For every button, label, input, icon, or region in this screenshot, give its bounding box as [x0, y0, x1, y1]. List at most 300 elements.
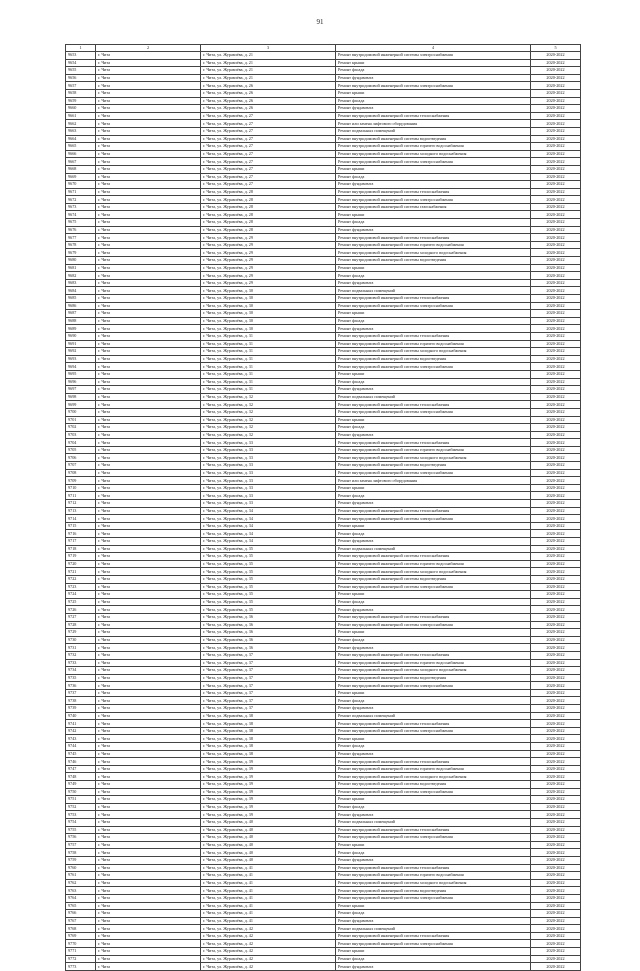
- municipality-cell: г. Чита: [96, 462, 201, 470]
- row-number-cell: 9711: [66, 492, 96, 500]
- table-row: [66, 530, 581, 538]
- municipality-cell: г. Чита: [96, 492, 201, 500]
- municipality-cell: г. Чита: [96, 727, 201, 735]
- work-type-cell: Ремонт внутридомовой инженерной системы электроснабжения: [336, 158, 531, 166]
- period-cell: 2020-2022: [531, 910, 581, 918]
- municipality-cell: г. Чита: [96, 606, 201, 614]
- row-number-cell: 9682: [66, 272, 96, 280]
- work-type-cell: Ремонт крыши: [336, 629, 531, 637]
- row-number-cell: 9719: [66, 553, 96, 561]
- municipality-cell: г. Чита: [96, 651, 201, 659]
- row-number-cell: 9660: [66, 105, 96, 113]
- work-type-cell: Ремонт внутридомовой инженерной системы газоснабжения: [336, 203, 531, 211]
- work-type-cell: Ремонт фасада: [336, 697, 531, 705]
- work-type-cell: Ремонт фундамента: [336, 279, 531, 287]
- period-cell: 2020-2022: [531, 872, 581, 880]
- work-type-cell: Ремонт фасада: [336, 955, 531, 963]
- address-cell: г. Чита, ул. Журавлёва, д. 27: [201, 173, 336, 181]
- municipality-cell: г. Чита: [96, 105, 201, 113]
- municipality-cell: г. Чита: [96, 788, 201, 796]
- period-cell: 2020-2022: [531, 651, 581, 659]
- period-cell: 2020-2022: [531, 515, 581, 523]
- municipality-cell: г. Чита: [96, 545, 201, 553]
- municipality-cell: г. Чита: [96, 272, 201, 280]
- work-type-cell: Ремонт крыши: [336, 310, 531, 318]
- address-cell: г. Чита, ул. Журавлёва, д. 31: [201, 355, 336, 363]
- period-cell: 2020-2022: [531, 477, 581, 485]
- work-type-cell: Ремонт внутридомовой инженерной системы электроснабжения: [336, 52, 531, 60]
- row-number-cell: 9751: [66, 796, 96, 804]
- municipality-cell: г. Чита: [96, 439, 201, 447]
- work-type-cell: Ремонт фундамента: [336, 500, 531, 508]
- table-row: [66, 781, 581, 789]
- period-cell: 2020-2022: [531, 378, 581, 386]
- address-cell: г. Чита, ул. Журавлёва, д. 41: [201, 917, 336, 925]
- work-type-cell: Ремонт фундамента: [336, 963, 531, 971]
- period-cell: 2020-2022: [531, 241, 581, 249]
- work-type-cell: Ремонт фундамента: [336, 644, 531, 652]
- table-row: [66, 712, 581, 720]
- municipality-cell: г. Чита: [96, 219, 201, 227]
- row-number-cell: 9738: [66, 697, 96, 705]
- work-type-cell: Ремонт внутридомовой инженерной системы теплоснабжения: [336, 864, 531, 872]
- address-cell: г. Чита, ул. Журавлёва, д. 37: [201, 651, 336, 659]
- municipality-cell: г. Чита: [96, 948, 201, 956]
- row-number-cell: 9674: [66, 211, 96, 219]
- period-cell: 2020-2022: [531, 188, 581, 196]
- table-row: [66, 135, 581, 143]
- work-type-cell: Ремонт внутридомовой инженерной системы холодного водоснабжения: [336, 773, 531, 781]
- row-number-cell: 9731: [66, 644, 96, 652]
- work-type-cell: Ремонт крыши: [336, 165, 531, 173]
- table-row: [66, 515, 581, 523]
- work-type-cell: Ремонт внутридомовой инженерной системы холодного водоснабжения: [336, 348, 531, 356]
- municipality-cell: г. Чита: [96, 743, 201, 751]
- address-cell: г. Чита, ул. Журавлёва, д. 35: [201, 560, 336, 568]
- address-cell: г. Чита, ул. Журавлёва, д. 32: [201, 431, 336, 439]
- row-number-cell: 9725: [66, 598, 96, 606]
- municipality-cell: г. Чита: [96, 127, 201, 135]
- work-type-cell: Ремонт внутридомовой инженерной системы горячего водоснабжения: [336, 241, 531, 249]
- work-type-cell: Ремонт фундамента: [336, 917, 531, 925]
- row-number-cell: 9661: [66, 112, 96, 120]
- table-row: [66, 287, 581, 295]
- period-cell: 2020-2022: [531, 667, 581, 675]
- work-type-cell: Ремонт крыши: [336, 370, 531, 378]
- row-number-cell: 9653: [66, 52, 96, 60]
- address-cell: г. Чита, ул. Журавлёва, д. 33: [201, 477, 336, 485]
- table-row: [66, 727, 581, 735]
- municipality-cell: г. Чита: [96, 910, 201, 918]
- work-type-cell: Ремонт фундамента: [336, 705, 531, 713]
- row-number-cell: 9671: [66, 188, 96, 196]
- work-type-cell: Ремонт внутридомовой инженерной системы холодного водоснабжения: [336, 667, 531, 675]
- row-number-cell: 9686: [66, 302, 96, 310]
- address-cell: г. Чита, ул. Журавлёва, д. 41: [201, 894, 336, 902]
- address-cell: г. Чита, ул. Журавлёва, д. 35: [201, 545, 336, 553]
- address-cell: г. Чита, ул. Журавлёва, д. 35: [201, 568, 336, 576]
- address-cell: г. Чита, ул. Журавлёва, д. 32: [201, 401, 336, 409]
- row-number-cell: 9712: [66, 500, 96, 508]
- period-cell: 2020-2022: [531, 234, 581, 242]
- address-cell: г. Чита, ул. Журавлёва, д. 33: [201, 500, 336, 508]
- table-row: [66, 272, 581, 280]
- work-type-cell: Ремонт крыши: [336, 264, 531, 272]
- municipality-cell: г. Чита: [96, 750, 201, 758]
- address-cell: г. Чита, ул. Журавлёва, д. 31: [201, 348, 336, 356]
- table-row: [66, 188, 581, 196]
- municipality-cell: г. Чита: [96, 849, 201, 857]
- address-cell: г. Чита, ул. Журавлёва, д. 35: [201, 606, 336, 614]
- period-cell: 2020-2022: [531, 89, 581, 97]
- row-number-cell: 9664: [66, 135, 96, 143]
- address-cell: г. Чита, ул. Журавлёва, д. 38: [201, 712, 336, 720]
- work-type-cell: Ремонт внутридомовой инженерной системы холодного водоснабжения: [336, 454, 531, 462]
- work-type-cell: Ремонт крыши: [336, 591, 531, 599]
- work-type-cell: Ремонт внутридомовой инженерной системы водоотведения: [336, 575, 531, 583]
- table-row: [66, 264, 581, 272]
- row-number-cell: 9754: [66, 818, 96, 826]
- period-cell: 2020-2022: [531, 143, 581, 151]
- table-row: [66, 773, 581, 781]
- row-number-cell: 9772: [66, 955, 96, 963]
- work-type-cell: Ремонт подвальных помещений: [336, 545, 531, 553]
- work-type-cell: Ремонт внутридомовой инженерной системы теплоснабжения: [336, 651, 531, 659]
- row-number-cell: 9699: [66, 401, 96, 409]
- table-row: [66, 462, 581, 470]
- table-row: [66, 758, 581, 766]
- municipality-cell: г. Чита: [96, 765, 201, 773]
- address-cell: г. Чита, ул. Журавлёва, д. 42: [201, 940, 336, 948]
- table-row: [66, 803, 581, 811]
- table-row: [66, 386, 581, 394]
- period-cell: 2020-2022: [531, 598, 581, 606]
- work-type-cell: Ремонт фасада: [336, 743, 531, 751]
- period-cell: 2020-2022: [531, 462, 581, 470]
- table-row: [66, 363, 581, 371]
- address-cell: г. Чита, ул. Журавлёва, д. 26: [201, 97, 336, 105]
- table-row: [66, 887, 581, 895]
- period-cell: 2020-2022: [531, 864, 581, 872]
- table-row: [66, 568, 581, 576]
- address-cell: г. Чита, ул. Журавлёва, д. 41: [201, 887, 336, 895]
- header-cell: 1: [66, 45, 96, 52]
- municipality-cell: г. Чита: [96, 378, 201, 386]
- municipality-cell: г. Чита: [96, 613, 201, 621]
- table-row: [66, 302, 581, 310]
- row-number-cell: 9746: [66, 758, 96, 766]
- row-number-cell: 9717: [66, 538, 96, 546]
- address-cell: г. Чита, ул. Журавлёва, д. 32: [201, 408, 336, 416]
- address-cell: г. Чита, ул. Журавлёва, д. 31: [201, 340, 336, 348]
- work-type-cell: Ремонт фасада: [336, 803, 531, 811]
- table-row: [66, 765, 581, 773]
- address-cell: г. Чита, ул. Журавлёва, д. 27: [201, 127, 336, 135]
- work-type-cell: Ремонт внутридомовой инженерной системы холодного водоснабжения: [336, 568, 531, 576]
- row-number-cell: 9761: [66, 872, 96, 880]
- row-number-cell: 9693: [66, 355, 96, 363]
- table-row: [66, 196, 581, 204]
- table-row: [66, 279, 581, 287]
- period-cell: 2020-2022: [531, 340, 581, 348]
- address-cell: г. Чита, ул. Журавлёва, д. 36: [201, 636, 336, 644]
- address-cell: г. Чита, ул. Журавлёва, д. 33: [201, 469, 336, 477]
- period-cell: 2020-2022: [531, 925, 581, 933]
- row-number-cell: 9672: [66, 196, 96, 204]
- table-row: [66, 52, 581, 60]
- row-number-cell: 9729: [66, 629, 96, 637]
- municipality-cell: г. Чита: [96, 872, 201, 880]
- table-row: [66, 856, 581, 864]
- work-type-cell: Ремонт фундамента: [336, 105, 531, 113]
- row-number-cell: 9763: [66, 887, 96, 895]
- period-cell: 2020-2022: [531, 272, 581, 280]
- address-cell: г. Чита, ул. Журавлёва, д. 35: [201, 598, 336, 606]
- work-type-cell: Ремонт внутридомовой инженерной системы теплоснабжения: [336, 295, 531, 303]
- address-cell: г. Чита, ул. Журавлёва, д. 34: [201, 515, 336, 523]
- period-cell: 2020-2022: [531, 583, 581, 591]
- row-number-cell: 9742: [66, 727, 96, 735]
- period-cell: 2020-2022: [531, 697, 581, 705]
- row-number-cell: 9722: [66, 575, 96, 583]
- municipality-cell: г. Чита: [96, 59, 201, 67]
- address-cell: г. Чита, ул. Журавлёва, д. 30: [201, 287, 336, 295]
- row-number-cell: 9654: [66, 59, 96, 67]
- work-type-cell: Ремонт фундамента: [336, 74, 531, 82]
- address-cell: г. Чита, ул. Журавлёва, д. 40: [201, 849, 336, 857]
- work-type-cell: Ремонт внутридомовой инженерной системы горячего водоснабжения: [336, 560, 531, 568]
- table-row: [66, 439, 581, 447]
- work-type-cell: Ремонт внутридомовой инженерной системы горячего водоснабжения: [336, 340, 531, 348]
- period-cell: 2020-2022: [531, 416, 581, 424]
- municipality-cell: г. Чита: [96, 507, 201, 515]
- address-cell: г. Чита, ул. Журавлёва, д. 31: [201, 332, 336, 340]
- row-number-cell: 9668: [66, 165, 96, 173]
- address-cell: г. Чита, ул. Журавлёва, д. 30: [201, 317, 336, 325]
- work-type-cell: Ремонт фасада: [336, 849, 531, 857]
- work-type-cell: Ремонт внутридомовой инженерной системы электроснабжения: [336, 469, 531, 477]
- address-cell: г. Чита, ул. Журавлёва, д. 33: [201, 462, 336, 470]
- period-cell: 2020-2022: [531, 781, 581, 789]
- row-number-cell: 9726: [66, 606, 96, 614]
- table-row: [66, 203, 581, 211]
- row-number-cell: 9734: [66, 667, 96, 675]
- table-row: [66, 158, 581, 166]
- address-cell: г. Чита, ул. Журавлёва, д. 34: [201, 507, 336, 515]
- table-row: [66, 234, 581, 242]
- work-type-cell: Ремонт подвальных помещений: [336, 925, 531, 933]
- address-cell: г. Чита, ул. Журавлёва, д. 42: [201, 955, 336, 963]
- address-cell: г. Чита, ул. Журавлёва, д. 27: [201, 165, 336, 173]
- period-cell: 2020-2022: [531, 203, 581, 211]
- municipality-cell: г. Чита: [96, 469, 201, 477]
- table-row: [66, 378, 581, 386]
- table-row: [66, 370, 581, 378]
- municipality-cell: г. Чита: [96, 500, 201, 508]
- period-cell: 2020-2022: [531, 264, 581, 272]
- municipality-cell: г. Чита: [96, 264, 201, 272]
- address-cell: г. Чита, ул. Журавлёва, д. 37: [201, 659, 336, 667]
- table-row: [66, 165, 581, 173]
- work-type-cell: Ремонт внутридомовой инженерной системы теплоснабжения: [336, 613, 531, 621]
- work-type-cell: Ремонт внутридомовой инженерной системы электроснабжения: [336, 727, 531, 735]
- address-cell: г. Чита, ул. Журавлёва, д. 31: [201, 370, 336, 378]
- period-cell: 2020-2022: [531, 310, 581, 318]
- table-row: [66, 74, 581, 82]
- work-type-cell: Ремонт крыши: [336, 59, 531, 67]
- municipality-cell: г. Чита: [96, 712, 201, 720]
- work-type-cell: Ремонт или замена лифтового оборудования: [336, 477, 531, 485]
- period-cell: 2020-2022: [531, 591, 581, 599]
- table-row: [66, 583, 581, 591]
- work-type-cell: Ремонт внутридомовой инженерной системы электроснабжения: [336, 302, 531, 310]
- table-row: [66, 348, 581, 356]
- municipality-cell: г. Чита: [96, 598, 201, 606]
- work-type-cell: Ремонт внутридомовой инженерной системы теплоснабжения: [336, 758, 531, 766]
- municipality-cell: г. Чита: [96, 97, 201, 105]
- table-row: [66, 545, 581, 553]
- row-number-cell: 9691: [66, 340, 96, 348]
- table-row: [66, 659, 581, 667]
- municipality-cell: г. Чита: [96, 181, 201, 189]
- work-type-cell: Ремонт фасада: [336, 219, 531, 227]
- period-cell: 2020-2022: [531, 424, 581, 432]
- row-number-cell: 9771: [66, 948, 96, 956]
- period-cell: 2020-2022: [531, 158, 581, 166]
- period-cell: 2020-2022: [531, 135, 581, 143]
- work-type-cell: Ремонт внутридомовой инженерной системы электроснабжения: [336, 363, 531, 371]
- address-cell: г. Чита, ул. Журавлёва, д. 38: [201, 720, 336, 728]
- work-type-cell: Ремонт подвальных помещений: [336, 393, 531, 401]
- municipality-cell: г. Чита: [96, 424, 201, 432]
- period-cell: 2020-2022: [531, 773, 581, 781]
- municipality-cell: г. Чита: [96, 332, 201, 340]
- period-cell: 2020-2022: [531, 348, 581, 356]
- municipality-cell: г. Чита: [96, 811, 201, 819]
- address-cell: г. Чита, ул. Журавлёва, д. 42: [201, 948, 336, 956]
- address-cell: г. Чита, ул. Журавлёва, д. 21: [201, 59, 336, 67]
- address-cell: г. Чита, ул. Журавлёва, д. 33: [201, 492, 336, 500]
- header-cell: 5: [531, 45, 581, 52]
- municipality-cell: г. Чита: [96, 796, 201, 804]
- address-cell: г. Чита, ул. Журавлёва, д. 42: [201, 932, 336, 940]
- table-row: [66, 560, 581, 568]
- address-cell: г. Чита, ул. Журавлёва, д. 35: [201, 591, 336, 599]
- period-cell: 2020-2022: [531, 439, 581, 447]
- table-row: [66, 340, 581, 348]
- municipality-cell: г. Чита: [96, 841, 201, 849]
- row-number-cell: 9715: [66, 522, 96, 530]
- work-type-cell: Ремонт крыши: [336, 89, 531, 97]
- period-cell: 2020-2022: [531, 682, 581, 690]
- period-cell: 2020-2022: [531, 560, 581, 568]
- work-type-cell: Ремонт внутридомовой инженерной системы горячего водоснабжения: [336, 765, 531, 773]
- period-cell: 2020-2022: [531, 226, 581, 234]
- municipality-cell: г. Чита: [96, 818, 201, 826]
- municipality-cell: г. Чита: [96, 317, 201, 325]
- address-cell: г. Чита, ул. Журавлёва, д. 31: [201, 363, 336, 371]
- municipality-cell: г. Чита: [96, 826, 201, 834]
- table-row: [66, 705, 581, 713]
- work-type-cell: Ремонт внутридомовой инженерной системы водоотведения: [336, 257, 531, 265]
- table-row: [66, 89, 581, 97]
- address-cell: г. Чита, ул. Журавлёва, д. 38: [201, 727, 336, 735]
- table-row: [66, 295, 581, 303]
- work-type-cell: Ремонт внутридомовой инженерной системы горячего водоснабжения: [336, 143, 531, 151]
- row-number-cell: 9687: [66, 310, 96, 318]
- row-number-cell: 9702: [66, 424, 96, 432]
- row-number-cell: 9766: [66, 910, 96, 918]
- period-cell: 2020-2022: [531, 720, 581, 728]
- table-row: [66, 682, 581, 690]
- row-number-cell: 9708: [66, 469, 96, 477]
- municipality-cell: г. Чита: [96, 348, 201, 356]
- row-number-cell: 9669: [66, 173, 96, 181]
- address-cell: г. Чита, ул. Журавлёва, д. 27: [201, 120, 336, 128]
- address-cell: г. Чита, ул. Журавлёва, д. 42: [201, 963, 336, 971]
- municipality-cell: г. Чита: [96, 522, 201, 530]
- address-cell: г. Чита, ул. Журавлёва, д. 29: [201, 272, 336, 280]
- work-type-cell: Ремонт внутридомовой инженерной системы водоотведения: [336, 674, 531, 682]
- row-number-cell: 9703: [66, 431, 96, 439]
- row-number-cell: 9727: [66, 613, 96, 621]
- table-row: [66, 940, 581, 948]
- row-number-cell: 9673: [66, 203, 96, 211]
- period-cell: 2020-2022: [531, 363, 581, 371]
- header-cell: 2: [96, 45, 201, 52]
- municipality-cell: г. Чита: [96, 735, 201, 743]
- row-number-cell: 9745: [66, 750, 96, 758]
- municipality-cell: г. Чита: [96, 74, 201, 82]
- table-row: [66, 454, 581, 462]
- row-number-cell: 9706: [66, 454, 96, 462]
- municipality-cell: г. Чита: [96, 856, 201, 864]
- table-row: [66, 735, 581, 743]
- row-number-cell: 9688: [66, 317, 96, 325]
- address-cell: г. Чита, ул. Журавлёва, д. 28: [201, 211, 336, 219]
- period-cell: 2020-2022: [531, 393, 581, 401]
- period-cell: 2020-2022: [531, 181, 581, 189]
- row-number-cell: 9770: [66, 940, 96, 948]
- address-cell: г. Чита, ул. Журавлёва, д. 40: [201, 834, 336, 842]
- row-number-cell: 9683: [66, 279, 96, 287]
- address-cell: г. Чита, ул. Журавлёва, д. 40: [201, 841, 336, 849]
- municipality-cell: г. Чита: [96, 386, 201, 394]
- work-type-cell: Ремонт внутридомовой инженерной системы водоотведения: [336, 462, 531, 470]
- municipality-cell: г. Чита: [96, 340, 201, 348]
- table-row: [66, 917, 581, 925]
- row-number-cell: 9737: [66, 689, 96, 697]
- header-cell: 4: [336, 45, 531, 52]
- municipality-cell: г. Чита: [96, 902, 201, 910]
- work-type-cell: Ремонт подвальных помещений: [336, 712, 531, 720]
- period-cell: 2020-2022: [531, 712, 581, 720]
- row-number-cell: 9764: [66, 894, 96, 902]
- period-cell: 2020-2022: [531, 553, 581, 561]
- table-row: [66, 325, 581, 333]
- address-cell: г. Чита, ул. Журавлёва, д. 28: [201, 219, 336, 227]
- work-type-cell: Ремонт внутридомовой инженерной системы электроснабжения: [336, 682, 531, 690]
- work-type-cell: Ремонт крыши: [336, 735, 531, 743]
- work-type-cell: Ремонт подвальных помещений: [336, 818, 531, 826]
- address-cell: г. Чита, ул. Журавлёва, д. 33: [201, 446, 336, 454]
- table-row: [66, 507, 581, 515]
- address-cell: г. Чита, ул. Журавлёва, д. 26: [201, 105, 336, 113]
- table-row: [66, 120, 581, 128]
- row-number-cell: 9759: [66, 856, 96, 864]
- table-row: [66, 811, 581, 819]
- work-type-cell: Ремонт внутридомовой инженерной системы электроснабжения: [336, 894, 531, 902]
